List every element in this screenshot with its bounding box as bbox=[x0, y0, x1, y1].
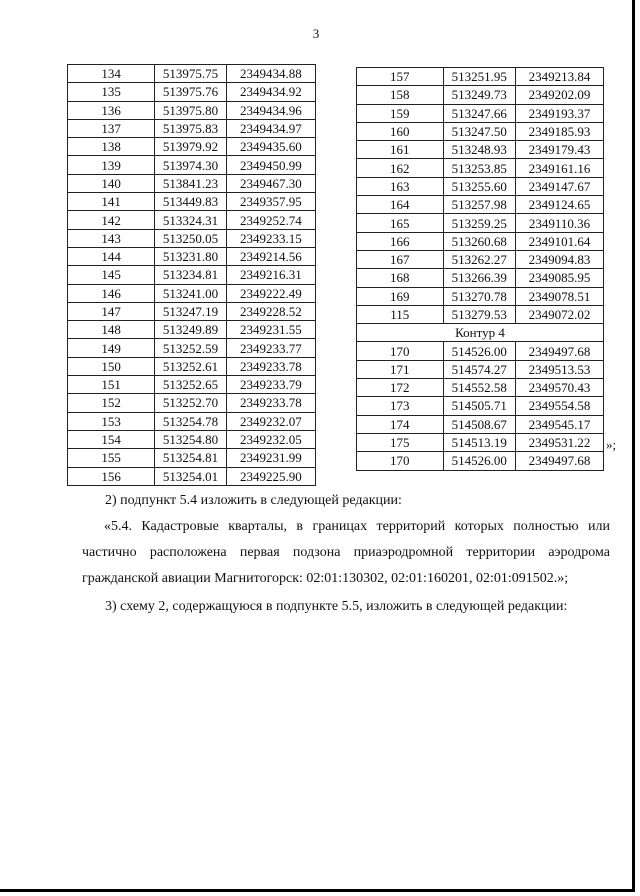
y-coordinate-cell: 2349078.51 bbox=[515, 287, 603, 305]
x-coordinate-cell: 513259.25 bbox=[443, 214, 515, 232]
y-coordinate-cell: 2349497.68 bbox=[515, 342, 603, 360]
table-row bbox=[68, 266, 316, 284]
x-coordinate-cell: 514508.67 bbox=[443, 415, 515, 433]
point-number-cell: 170 bbox=[357, 452, 444, 470]
x-coordinate-cell: 513254.78 bbox=[155, 412, 227, 430]
point-number-cell: 170 bbox=[357, 342, 444, 360]
table-row bbox=[68, 83, 316, 101]
y-coordinate-cell: 2349222.49 bbox=[226, 284, 315, 302]
point-number-cell: 153 bbox=[68, 412, 155, 430]
x-coordinate-cell: 514513.19 bbox=[443, 433, 515, 451]
point-number-cell: 147 bbox=[68, 302, 155, 320]
point-number-cell: 134 bbox=[68, 65, 155, 83]
point-number-cell: 152 bbox=[68, 394, 155, 412]
table-row bbox=[68, 101, 316, 119]
x-coordinate-cell: 513260.68 bbox=[443, 232, 515, 250]
x-coordinate-cell: 514526.00 bbox=[443, 452, 515, 470]
y-coordinate-cell: 2349434.96 bbox=[226, 101, 315, 119]
contour-header-row bbox=[357, 324, 604, 342]
x-coordinate-cell: 514574.27 bbox=[443, 360, 515, 378]
table-row bbox=[68, 430, 316, 448]
table-row bbox=[357, 68, 604, 86]
x-coordinate-cell: 513247.50 bbox=[443, 122, 515, 140]
point-number-cell: 172 bbox=[357, 379, 444, 397]
point-number-cell: 149 bbox=[68, 339, 155, 357]
table-row bbox=[68, 321, 316, 339]
table-row bbox=[68, 412, 316, 430]
y-coordinate-cell: 2349233.78 bbox=[226, 394, 315, 412]
x-coordinate-cell: 513252.61 bbox=[155, 357, 227, 375]
table-row bbox=[357, 360, 604, 378]
y-coordinate-cell: 2349231.99 bbox=[226, 449, 315, 467]
y-coordinate-cell: 2349179.43 bbox=[515, 141, 603, 159]
y-coordinate-cell: 2349213.84 bbox=[515, 68, 603, 86]
y-coordinate-cell: 2349497.68 bbox=[515, 452, 603, 470]
table-row bbox=[357, 86, 604, 104]
paragraph-item-3: 3) схему 2, содержащуюся в подпункте 5.5, изложить в следующей редакции: bbox=[105, 599, 568, 614]
y-coordinate-cell: 2349072.02 bbox=[515, 305, 603, 323]
y-coordinate-cell: 2349110.36 bbox=[515, 214, 603, 232]
x-coordinate-cell: 513231.80 bbox=[155, 247, 227, 265]
point-number-cell: 148 bbox=[68, 321, 155, 339]
contour-label: Контур 4 bbox=[357, 324, 604, 342]
y-coordinate-cell: 2349214.56 bbox=[226, 247, 315, 265]
table-row bbox=[68, 174, 316, 192]
point-number-cell: 138 bbox=[68, 138, 155, 156]
y-coordinate-cell: 2349233.77 bbox=[226, 339, 315, 357]
point-number-cell: 115 bbox=[357, 305, 444, 323]
x-coordinate-cell: 513979.92 bbox=[155, 138, 227, 156]
point-number-cell: 174 bbox=[357, 415, 444, 433]
x-coordinate-cell: 513247.19 bbox=[155, 302, 227, 320]
y-coordinate-cell: 2349252.74 bbox=[226, 211, 315, 229]
y-coordinate-cell: 2349185.93 bbox=[515, 122, 603, 140]
x-coordinate-cell: 514552.58 bbox=[443, 379, 515, 397]
x-coordinate-cell: 513254.80 bbox=[155, 430, 227, 448]
point-number-cell: 137 bbox=[68, 119, 155, 137]
table-row bbox=[357, 104, 604, 122]
y-coordinate-cell: 2349545.17 bbox=[515, 415, 603, 433]
table-row bbox=[357, 214, 604, 232]
table-row bbox=[68, 357, 316, 375]
point-number-cell: 165 bbox=[357, 214, 444, 232]
y-coordinate-cell: 2349434.88 bbox=[226, 65, 315, 83]
point-number-cell: 166 bbox=[357, 232, 444, 250]
x-coordinate-cell: 513252.70 bbox=[155, 394, 227, 412]
x-coordinate-cell: 513247.66 bbox=[443, 104, 515, 122]
x-coordinate-cell: 513234.81 bbox=[155, 266, 227, 284]
table-row bbox=[68, 394, 316, 412]
x-coordinate-cell: 513270.78 bbox=[443, 287, 515, 305]
x-coordinate-cell: 513252.65 bbox=[155, 376, 227, 394]
x-coordinate-cell: 513449.83 bbox=[155, 193, 227, 211]
point-number-cell: 156 bbox=[68, 467, 155, 485]
point-number-cell: 161 bbox=[357, 141, 444, 159]
point-number-cell: 155 bbox=[68, 449, 155, 467]
point-number-cell: 154 bbox=[68, 430, 155, 448]
point-number-cell: 162 bbox=[357, 159, 444, 177]
closing-quote: »; bbox=[606, 437, 617, 452]
point-number-cell: 141 bbox=[68, 193, 155, 211]
y-coordinate-cell: 2349434.92 bbox=[226, 83, 315, 101]
y-coordinate-cell: 2349085.95 bbox=[515, 269, 603, 287]
x-coordinate-cell: 513974.30 bbox=[155, 156, 227, 174]
x-coordinate-cell: 513254.01 bbox=[155, 467, 227, 485]
x-coordinate-cell: 513975.80 bbox=[155, 101, 227, 119]
point-number-cell: 136 bbox=[68, 101, 155, 119]
table-row bbox=[357, 397, 604, 415]
y-coordinate-cell: 2349232.07 bbox=[226, 412, 315, 430]
y-coordinate-cell: 2349570.43 bbox=[515, 379, 603, 397]
table-row bbox=[357, 305, 604, 323]
point-number-cell: 144 bbox=[68, 247, 155, 265]
y-coordinate-cell: 2349435.60 bbox=[226, 138, 315, 156]
table-row bbox=[68, 376, 316, 394]
x-coordinate-cell: 513241.00 bbox=[155, 284, 227, 302]
point-number-cell: 150 bbox=[68, 357, 155, 375]
table-row bbox=[357, 379, 604, 397]
point-number-cell: 140 bbox=[68, 174, 155, 192]
table-row bbox=[68, 284, 316, 302]
point-number-cell: 175 bbox=[357, 433, 444, 451]
x-coordinate-cell: 513251.95 bbox=[443, 68, 515, 86]
table-row bbox=[68, 339, 316, 357]
table-row bbox=[68, 449, 316, 467]
x-coordinate-cell: 514505.71 bbox=[443, 397, 515, 415]
table-row bbox=[68, 229, 316, 247]
y-coordinate-cell: 2349161.16 bbox=[515, 159, 603, 177]
point-number-cell: 173 bbox=[357, 397, 444, 415]
point-number-cell: 159 bbox=[357, 104, 444, 122]
x-coordinate-cell: 513279.53 bbox=[443, 305, 515, 323]
x-coordinate-cell: 514526.00 bbox=[443, 342, 515, 360]
x-coordinate-cell: 513841.23 bbox=[155, 174, 227, 192]
y-coordinate-cell: 2349434.97 bbox=[226, 119, 315, 137]
coordinates-table-left bbox=[67, 64, 316, 486]
table-row bbox=[357, 433, 604, 451]
y-coordinate-cell: 2349101.64 bbox=[515, 232, 603, 250]
table-row bbox=[68, 211, 316, 229]
y-coordinate-cell: 2349202.09 bbox=[515, 86, 603, 104]
table-row bbox=[68, 467, 316, 485]
x-coordinate-cell: 513252.59 bbox=[155, 339, 227, 357]
table-row bbox=[357, 269, 604, 287]
y-coordinate-cell: 2349228.52 bbox=[226, 302, 315, 320]
table-row bbox=[68, 65, 316, 83]
point-number-cell: 135 bbox=[68, 83, 155, 101]
table-row bbox=[68, 119, 316, 137]
x-coordinate-cell: 513266.39 bbox=[443, 269, 515, 287]
table-row bbox=[357, 196, 604, 214]
x-coordinate-cell: 513254.81 bbox=[155, 449, 227, 467]
x-coordinate-cell: 513253.85 bbox=[443, 159, 515, 177]
paragraph-item-2: 2) подпункт 5.4 изложить в следующей редакции: bbox=[105, 493, 402, 508]
y-coordinate-cell: 2349554.58 bbox=[515, 397, 603, 415]
y-coordinate-cell: 2349232.05 bbox=[226, 430, 315, 448]
point-number-cell: 143 bbox=[68, 229, 155, 247]
paragraph-quoted-5-4: «5.4. Кадастровые кварталы, в границах территорий которых полностью или частично расположена первая подзона приаэродромной территории аэродрома гражданской авиации Магнитогорск: 02:01:130302, 02:01:160201, 02:01:091502.»; bbox=[82, 519, 610, 586]
y-coordinate-cell: 2349094.83 bbox=[515, 250, 603, 268]
page-number: 3 bbox=[312, 26, 320, 41]
point-number-cell: 160 bbox=[357, 122, 444, 140]
table-row bbox=[68, 247, 316, 265]
table-row bbox=[68, 138, 316, 156]
table-row bbox=[357, 342, 604, 360]
point-number-cell: 146 bbox=[68, 284, 155, 302]
x-coordinate-cell: 513975.75 bbox=[155, 65, 227, 83]
x-coordinate-cell: 513248.93 bbox=[443, 141, 515, 159]
point-number-cell: 167 bbox=[357, 250, 444, 268]
point-number-cell: 169 bbox=[357, 287, 444, 305]
y-coordinate-cell: 2349467.30 bbox=[226, 174, 315, 192]
x-coordinate-cell: 513250.05 bbox=[155, 229, 227, 247]
table-row bbox=[357, 159, 604, 177]
table-row bbox=[357, 415, 604, 433]
table-row bbox=[357, 122, 604, 140]
y-coordinate-cell: 2349531.22 bbox=[515, 433, 603, 451]
table-row bbox=[357, 141, 604, 159]
y-coordinate-cell: 2349147.67 bbox=[515, 177, 603, 195]
point-number-cell: 157 bbox=[357, 68, 444, 86]
y-coordinate-cell: 2349357.95 bbox=[226, 193, 315, 211]
point-number-cell: 145 bbox=[68, 266, 155, 284]
y-coordinate-cell: 2349450.99 bbox=[226, 156, 315, 174]
x-coordinate-cell: 513249.89 bbox=[155, 321, 227, 339]
table-row bbox=[68, 193, 316, 211]
x-coordinate-cell: 513257.98 bbox=[443, 196, 515, 214]
coordinates-table-right bbox=[356, 67, 604, 471]
point-number-cell: 163 bbox=[357, 177, 444, 195]
point-number-cell: 158 bbox=[357, 86, 444, 104]
point-number-cell: 164 bbox=[357, 196, 444, 214]
table-row bbox=[357, 287, 604, 305]
point-number-cell: 168 bbox=[357, 269, 444, 287]
point-number-cell: 171 bbox=[357, 360, 444, 378]
point-number-cell: 142 bbox=[68, 211, 155, 229]
y-coordinate-cell: 2349233.78 bbox=[226, 357, 315, 375]
table-row bbox=[357, 452, 604, 470]
x-coordinate-cell: 513255.60 bbox=[443, 177, 515, 195]
y-coordinate-cell: 2349225.90 bbox=[226, 467, 315, 485]
table-row bbox=[357, 177, 604, 195]
x-coordinate-cell: 513975.83 bbox=[155, 119, 227, 137]
x-coordinate-cell: 513249.73 bbox=[443, 86, 515, 104]
table-row bbox=[68, 302, 316, 320]
table-row bbox=[68, 156, 316, 174]
y-coordinate-cell: 2349124.65 bbox=[515, 196, 603, 214]
y-coordinate-cell: 2349193.37 bbox=[515, 104, 603, 122]
point-number-cell: 151 bbox=[68, 376, 155, 394]
y-coordinate-cell: 2349231.55 bbox=[226, 321, 315, 339]
x-coordinate-cell: 513262.27 bbox=[443, 250, 515, 268]
x-coordinate-cell: 513324.31 bbox=[155, 211, 227, 229]
y-coordinate-cell: 2349233.15 bbox=[226, 229, 315, 247]
x-coordinate-cell: 513975.76 bbox=[155, 83, 227, 101]
point-number-cell: 139 bbox=[68, 156, 155, 174]
table-row bbox=[357, 232, 604, 250]
y-coordinate-cell: 2349216.31 bbox=[226, 266, 315, 284]
y-coordinate-cell: 2349513.53 bbox=[515, 360, 603, 378]
table-row bbox=[357, 250, 604, 268]
y-coordinate-cell: 2349233.79 bbox=[226, 376, 315, 394]
